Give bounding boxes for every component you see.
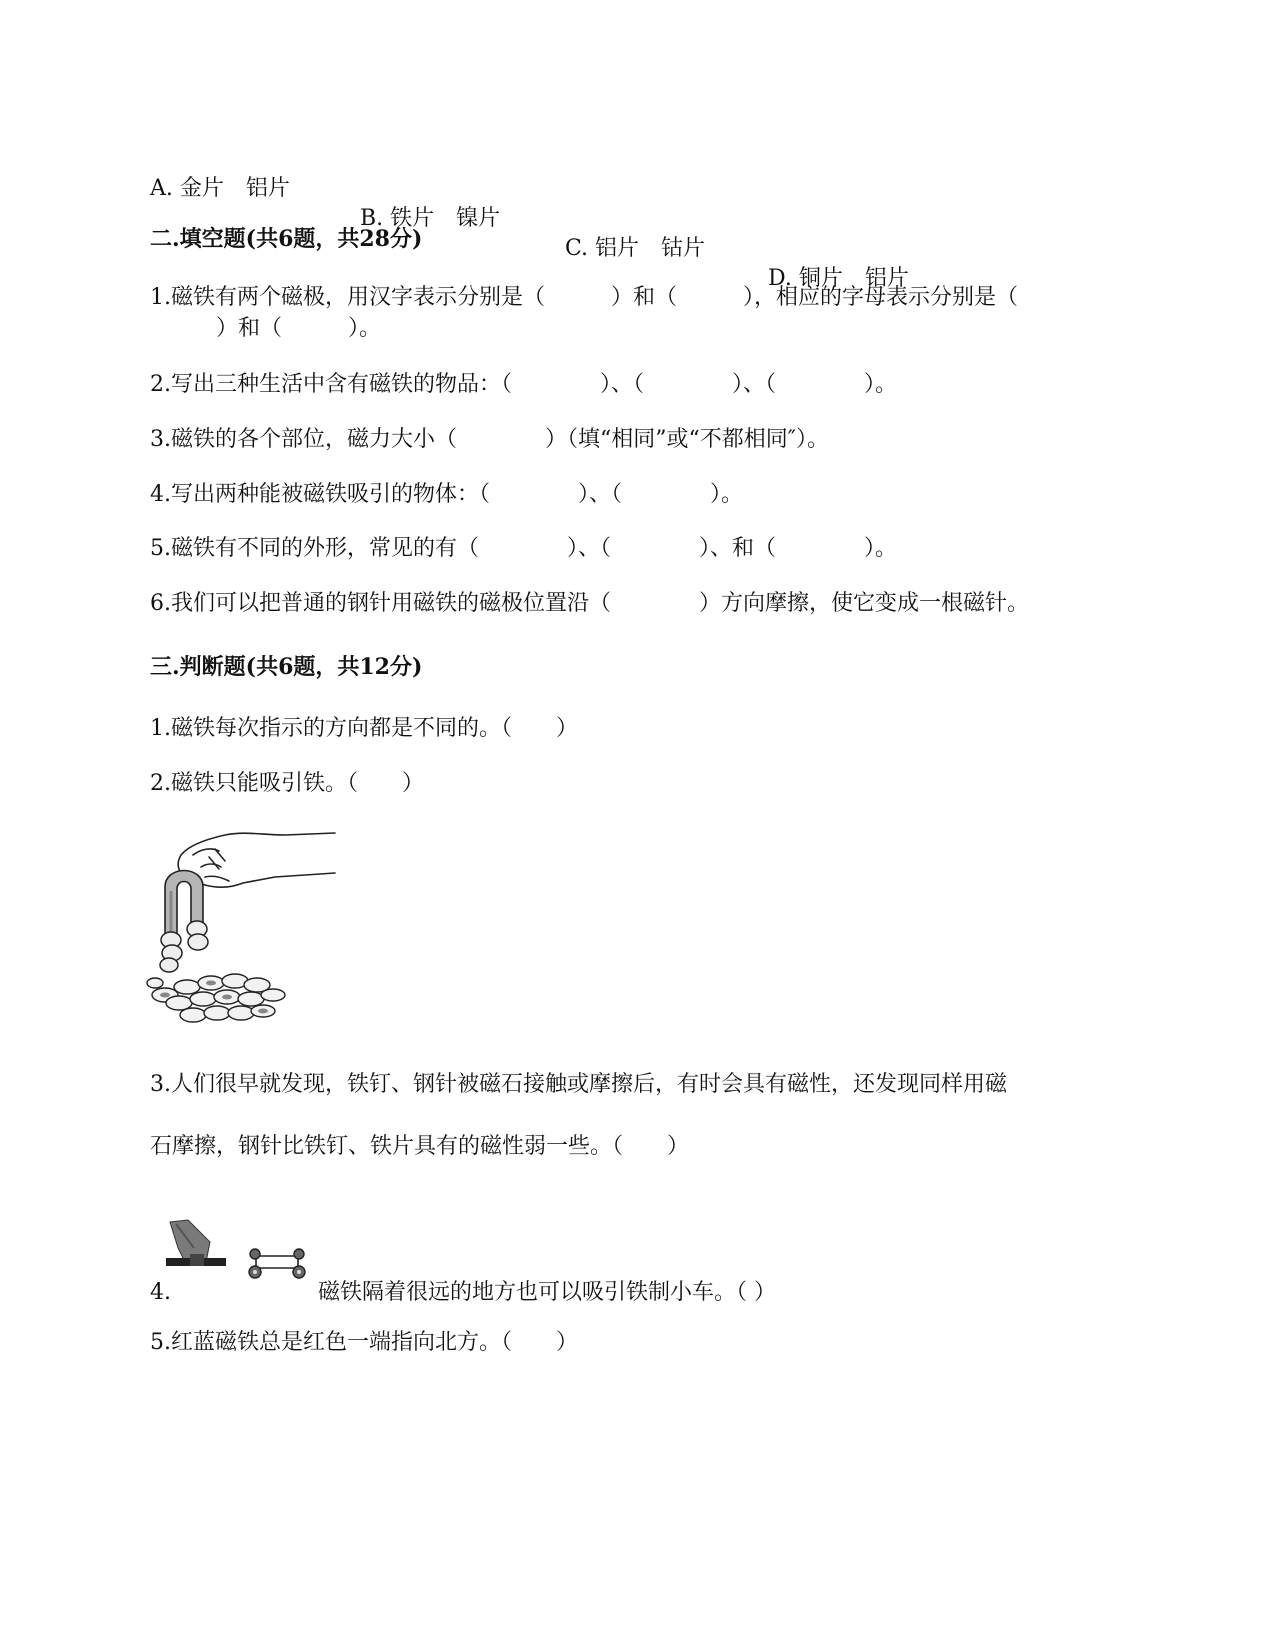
magnet-attracting-pieces-figure	[145, 825, 345, 1040]
judge-q1: 1.磁铁每次指示的方向都是不同的。（ ）	[150, 716, 578, 741]
fill-q6: 6.我们可以把普通的钢针用磁铁的磁极位置沿（ ）方向摩擦，使它变成一根磁针。	[150, 591, 1029, 616]
section2-heading: 二.填空题(共6题，共28分)	[150, 226, 423, 252]
judge-q3-line2: 石摩擦，钢针比铁钉、铁片具有的磁性弱一些。（ ）	[150, 1134, 690, 1159]
fill-q2: 2.写出三种生活中含有磁铁的物品：（ ）、（ ）、（ ）。	[150, 372, 897, 397]
fill-q5: 5.磁铁有不同的外形，常见的有（ ）、（ ）、和（ ）。	[150, 536, 897, 561]
option-b: B. 铁片 镍片	[360, 206, 501, 231]
magnet-and-toy-car-figure	[166, 1218, 316, 1288]
option-a: A. 金片 铝片	[150, 176, 290, 201]
section3-heading: 三.判断题(共6题，共12分)	[150, 654, 423, 680]
fill-q3: 3.磁铁的各个部位，磁力大小（ ）（填“相同”或“不都相同″）。	[150, 427, 829, 452]
judge-q4-text: 磁铁隔着很远的地方也可以吸引铁制小车。（ ）	[318, 1280, 776, 1305]
judge-q3-line1: 3.人们很早就发现，铁钉、钢针被磁石接触或摩擦后，有时会具有磁性，还发现同样用磁	[150, 1072, 1007, 1097]
fill-q4: 4.写出两种能被磁铁吸引的物体：（ ）、（ ）。	[150, 482, 743, 507]
option-d: D. 铜片 铝片	[768, 266, 909, 291]
judge-q2: 2.磁铁只能吸引铁。（ ）	[150, 771, 424, 796]
fill-q1-line2: ）和（ ）。	[150, 316, 382, 341]
fill-q1-line1: 1.磁铁有两个磁极，用汉字表示分别是（ ）和（ ），相应的字母表示分别是（	[150, 285, 1018, 310]
judge-q4-number: 4.	[150, 1280, 171, 1305]
judge-q5: 5.红蓝磁铁总是红色一端指向北方。（ ）	[150, 1330, 578, 1355]
option-c: C. 铝片 钴片	[565, 236, 706, 261]
